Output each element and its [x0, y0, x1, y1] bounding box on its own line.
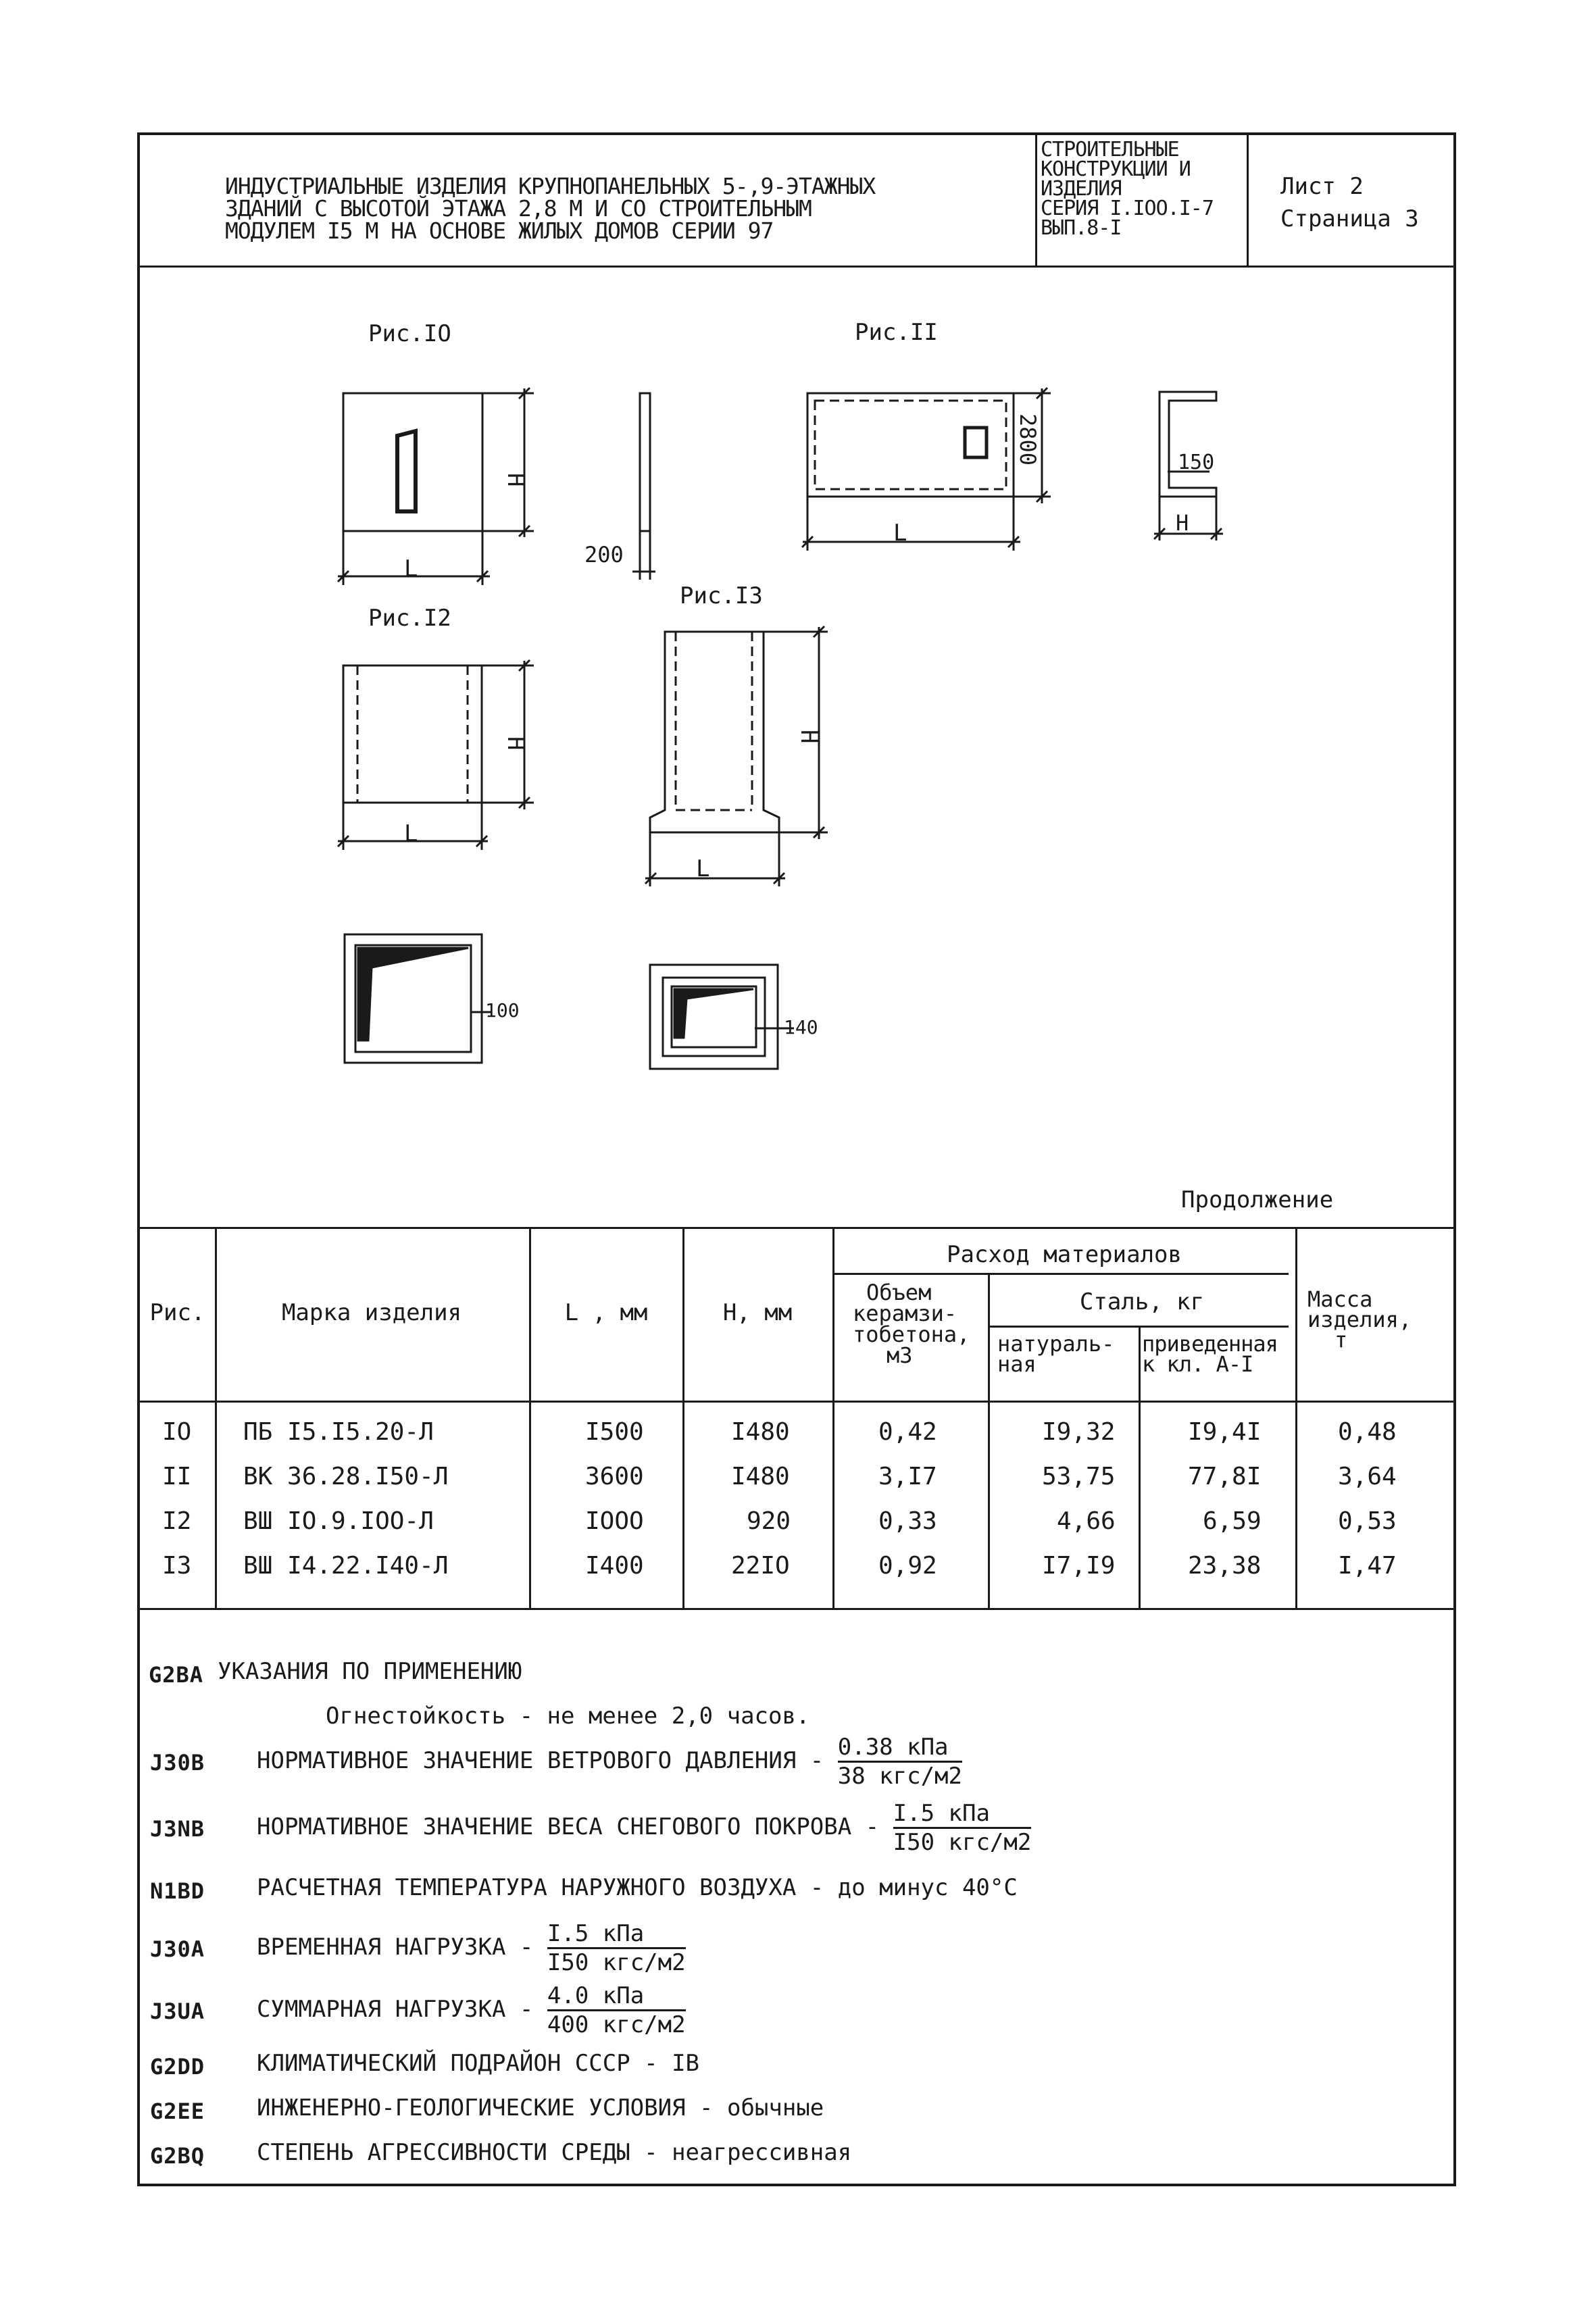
- fraction-denominator: 400 кгс/м2: [547, 2011, 686, 2038]
- th-volume-1: Объем: [866, 1280, 932, 1305]
- fig11-dim-H: H: [1176, 510, 1189, 536]
- col-sep-1: [215, 1227, 217, 1609]
- note-code: N1BD: [150, 1878, 205, 1904]
- fig10-label: Рис.IO: [368, 320, 451, 347]
- materials-subline: [832, 1273, 1289, 1275]
- row-volume: 3,I7: [878, 1463, 937, 1490]
- note-text: ВРЕМЕННАЯ НАГРУЗКА -: [257, 1934, 534, 1961]
- fig11-dim-150: 150: [1178, 451, 1215, 474]
- row-reduced: 23,38: [1188, 1552, 1262, 1580]
- note-code: G2BQ: [150, 2143, 205, 2169]
- fig11-label: Рис.II: [855, 319, 938, 346]
- note-fraction: [838, 1734, 962, 1790]
- col-sep-6: [1139, 1326, 1141, 1609]
- th-materials: Расход материалов: [947, 1241, 1182, 1268]
- th-natural: [997, 1331, 1115, 1377]
- note-fraction: [547, 1920, 686, 1976]
- series-line-5: ВЫП.8-I: [1041, 216, 1122, 240]
- page-number: Страница 3: [1280, 205, 1419, 232]
- col-sep-7: [1295, 1227, 1297, 1609]
- series-line-1: СТРОИТЕЛЬНЫЕ: [1041, 138, 1179, 161]
- th-mass-1: Масса: [1307, 1286, 1373, 1312]
- row-mark: ПБ I5.I5.20-Л: [243, 1418, 434, 1446]
- fig12-drawing: [338, 660, 534, 850]
- col-sep-3: [682, 1227, 684, 1609]
- table-top-line: [137, 1227, 1456, 1229]
- series-line-2: КОНСТРУКЦИИ И: [1041, 157, 1191, 181]
- row-mass: I,47: [1338, 1552, 1397, 1580]
- row-fig: I3: [162, 1552, 192, 1580]
- th-mass-3: т: [1335, 1327, 1348, 1353]
- row-natural: I9,32: [1042, 1418, 1116, 1446]
- note-code: J3UA: [150, 1998, 205, 2024]
- th-mass: [1307, 1286, 1412, 1353]
- note-fraction: [893, 1800, 1032, 1856]
- fig12-label: Рис.I2: [368, 605, 451, 632]
- row-mark: ВК 36.28.I50-Л: [243, 1463, 449, 1490]
- row-volume: 0,33: [878, 1507, 937, 1535]
- title-line-3: МОДУЛЕМ I5 М НА ОСНОВЕ ЖИЛЫХ ДОМОВ СЕРИИ 97: [225, 218, 774, 244]
- fig11-lintel-drawing: [802, 388, 1051, 551]
- row-L: 3600: [585, 1463, 644, 1490]
- th-volume-3: тобетона,: [853, 1322, 970, 1347]
- row-natural: I7,I9: [1042, 1552, 1116, 1580]
- fraction-denominator: I50 кгс/м2: [893, 1829, 1032, 1856]
- fig11-dim-L: L: [893, 520, 907, 547]
- fraction-denominator: I50 кгс/м2: [547, 1949, 686, 1976]
- row-fig: II: [162, 1463, 192, 1490]
- row-mark: ВШ IO.9.IOO-Л: [243, 1507, 434, 1535]
- row-reduced: I9,4I: [1188, 1418, 1262, 1446]
- th-mass-2: изделия,: [1307, 1307, 1412, 1332]
- row-mass: 0,53: [1338, 1507, 1397, 1535]
- fraction-numerator: I.5 кПа: [547, 1920, 686, 1949]
- note-temperature: РАСЧЕТНАЯ ТЕМПЕРАТУРА НАРУЖНОГО ВОЗДУХА - до минус 40°С: [257, 1874, 1018, 1901]
- table-header-bottom: [137, 1401, 1456, 1403]
- fig13-dim-L: L: [696, 855, 710, 882]
- note-climate: КЛИМАТИЧЕСКИЙ ПОДРАЙОН СССР - IВ: [257, 2050, 700, 2077]
- th-reduced-1: приведенная: [1142, 1331, 1278, 1357]
- th-volume: [853, 1282, 970, 1366]
- fraction-numerator: 0.38 кПа: [838, 1734, 962, 1763]
- col-sep-5: [988, 1273, 990, 1609]
- fig12-dim-H: H: [502, 736, 529, 751]
- th-reduced: [1142, 1331, 1278, 1377]
- col-sep-4: [832, 1227, 834, 1609]
- series-line-4: СЕРИЯ I.IOO.I-7: [1041, 197, 1214, 220]
- th-reduced-2: к кл. А-I: [1142, 1351, 1253, 1377]
- title-line-1: ИНДУСТРИАЛЬНЫЕ ИЗДЕЛИЯ КРУПНОПАНЕЛЬНЫХ 5-,9-ЭТАЖНЫХ: [225, 173, 876, 199]
- sheet-number: Лист 2: [1280, 173, 1364, 200]
- row-natural: 4,66: [1057, 1507, 1116, 1535]
- row-H: I480: [731, 1418, 790, 1446]
- fig10-dim-200: 200: [584, 542, 624, 568]
- fig10-dim-H: H: [502, 473, 529, 487]
- notes-fire: Огнестойкость - не менее 2,0 часов.: [326, 1703, 810, 1730]
- row-volume: 0,42: [878, 1418, 937, 1446]
- row-fig: IO: [162, 1418, 192, 1446]
- note-total-load: [257, 1982, 686, 2038]
- th-volume-4: м3: [887, 1342, 913, 1368]
- th-steel: Сталь, кг: [1079, 1288, 1205, 1315]
- fig13-dim-140: 140: [784, 1016, 818, 1038]
- fig10-side-drawing: [632, 393, 655, 580]
- fraction-numerator: 4.0 кПа: [547, 1982, 686, 2011]
- note-geology: ИНЖЕНЕРНО-ГЕОЛОГИЧЕСКИЕ УСЛОВИЯ - обычные: [257, 2094, 824, 2121]
- notes-heading-code: G2BA: [149, 1662, 204, 1688]
- note-text: СУММАРНАЯ НАГРУЗКА -: [257, 1996, 534, 2023]
- row-L: I400: [585, 1552, 644, 1580]
- row-mark: ВШ I4.22.I40-Л: [243, 1552, 449, 1580]
- note-temporary-load: [257, 1920, 686, 1976]
- note-text: НОРМАТИВНОЕ ЗНАЧЕНИЕ ВЕТРОВОГО ДАВЛЕНИЯ -: [257, 1747, 824, 1774]
- row-H: 920: [747, 1507, 791, 1535]
- notes-heading: УКАЗАНИЯ ПО ПРИМЕНЕНИЮ: [218, 1658, 522, 1685]
- title-line-2: ЗДАНИЙ С ВЫСОТОЙ ЭТАЖА 2,8 М И СО СТРОИТЕЛЬНЫМ: [225, 195, 812, 222]
- note-fraction: [547, 1982, 686, 2038]
- note-code: J30A: [150, 1936, 205, 1962]
- note-code: J3NB: [150, 1816, 205, 1842]
- table-bottom-line: [137, 1608, 1456, 1610]
- row-reduced: 77,8I: [1188, 1463, 1262, 1490]
- fig12-dim-L: L: [404, 820, 418, 847]
- note-code: J30B: [150, 1750, 205, 1776]
- fig13-section-drawing: [650, 965, 794, 1069]
- continuation-label: Продолжение: [1181, 1186, 1334, 1213]
- fig13-drawing: [645, 626, 828, 886]
- note-code: G2EE: [150, 2098, 205, 2124]
- note-code: G2DD: [150, 2054, 205, 2080]
- note-snow: [257, 1800, 1031, 1856]
- th-natural-2: ная: [997, 1351, 1037, 1377]
- fig13-label: Рис.I3: [680, 582, 763, 609]
- row-volume: 0,92: [878, 1552, 937, 1580]
- row-H: 22IO: [731, 1552, 790, 1580]
- fig13-dim-H: H: [795, 730, 822, 744]
- fig12-dim-100: 100: [485, 999, 520, 1022]
- fraction-denominator: 38 кгс/м2: [837, 1763, 962, 1790]
- fig10-dim-L: L: [404, 555, 418, 582]
- note-wind: [257, 1734, 962, 1790]
- note-aggressiveness: СТЕПЕНЬ АГРЕССИВНОСТИ СРЕДЫ - неагрессивная: [257, 2139, 852, 2166]
- row-fig: I2: [162, 1507, 192, 1535]
- series-line-3: ИЗДЕЛИЯ: [1041, 177, 1122, 201]
- th-natural-1: натураль-: [997, 1331, 1115, 1357]
- th-fig: Рис.: [149, 1299, 205, 1326]
- note-text: НОРМАТИВНОЕ ЗНАЧЕНИЕ ВЕСА СНЕГОВОГО ПОКРОВА -: [257, 1813, 880, 1840]
- th-L: L , мм: [564, 1299, 648, 1326]
- row-L: I500: [585, 1418, 644, 1446]
- row-mass: 0,48: [1338, 1418, 1397, 1446]
- th-H: H, мм: [722, 1299, 793, 1326]
- col-sep-2: [529, 1227, 531, 1609]
- row-natural: 53,75: [1042, 1463, 1116, 1490]
- row-reduced: 6,59: [1203, 1507, 1262, 1535]
- row-mass: 3,64: [1338, 1463, 1397, 1490]
- th-volume-2: керамзи-: [853, 1301, 957, 1326]
- fig11-dim-2800: 2800: [1015, 413, 1041, 466]
- row-L: IOOO: [585, 1507, 644, 1535]
- th-mark: Марка изделия: [281, 1299, 462, 1326]
- fraction-numerator: I.5 кПа: [893, 1800, 1032, 1829]
- row-H: I480: [731, 1463, 790, 1490]
- fig12-section-drawing: [345, 934, 492, 1063]
